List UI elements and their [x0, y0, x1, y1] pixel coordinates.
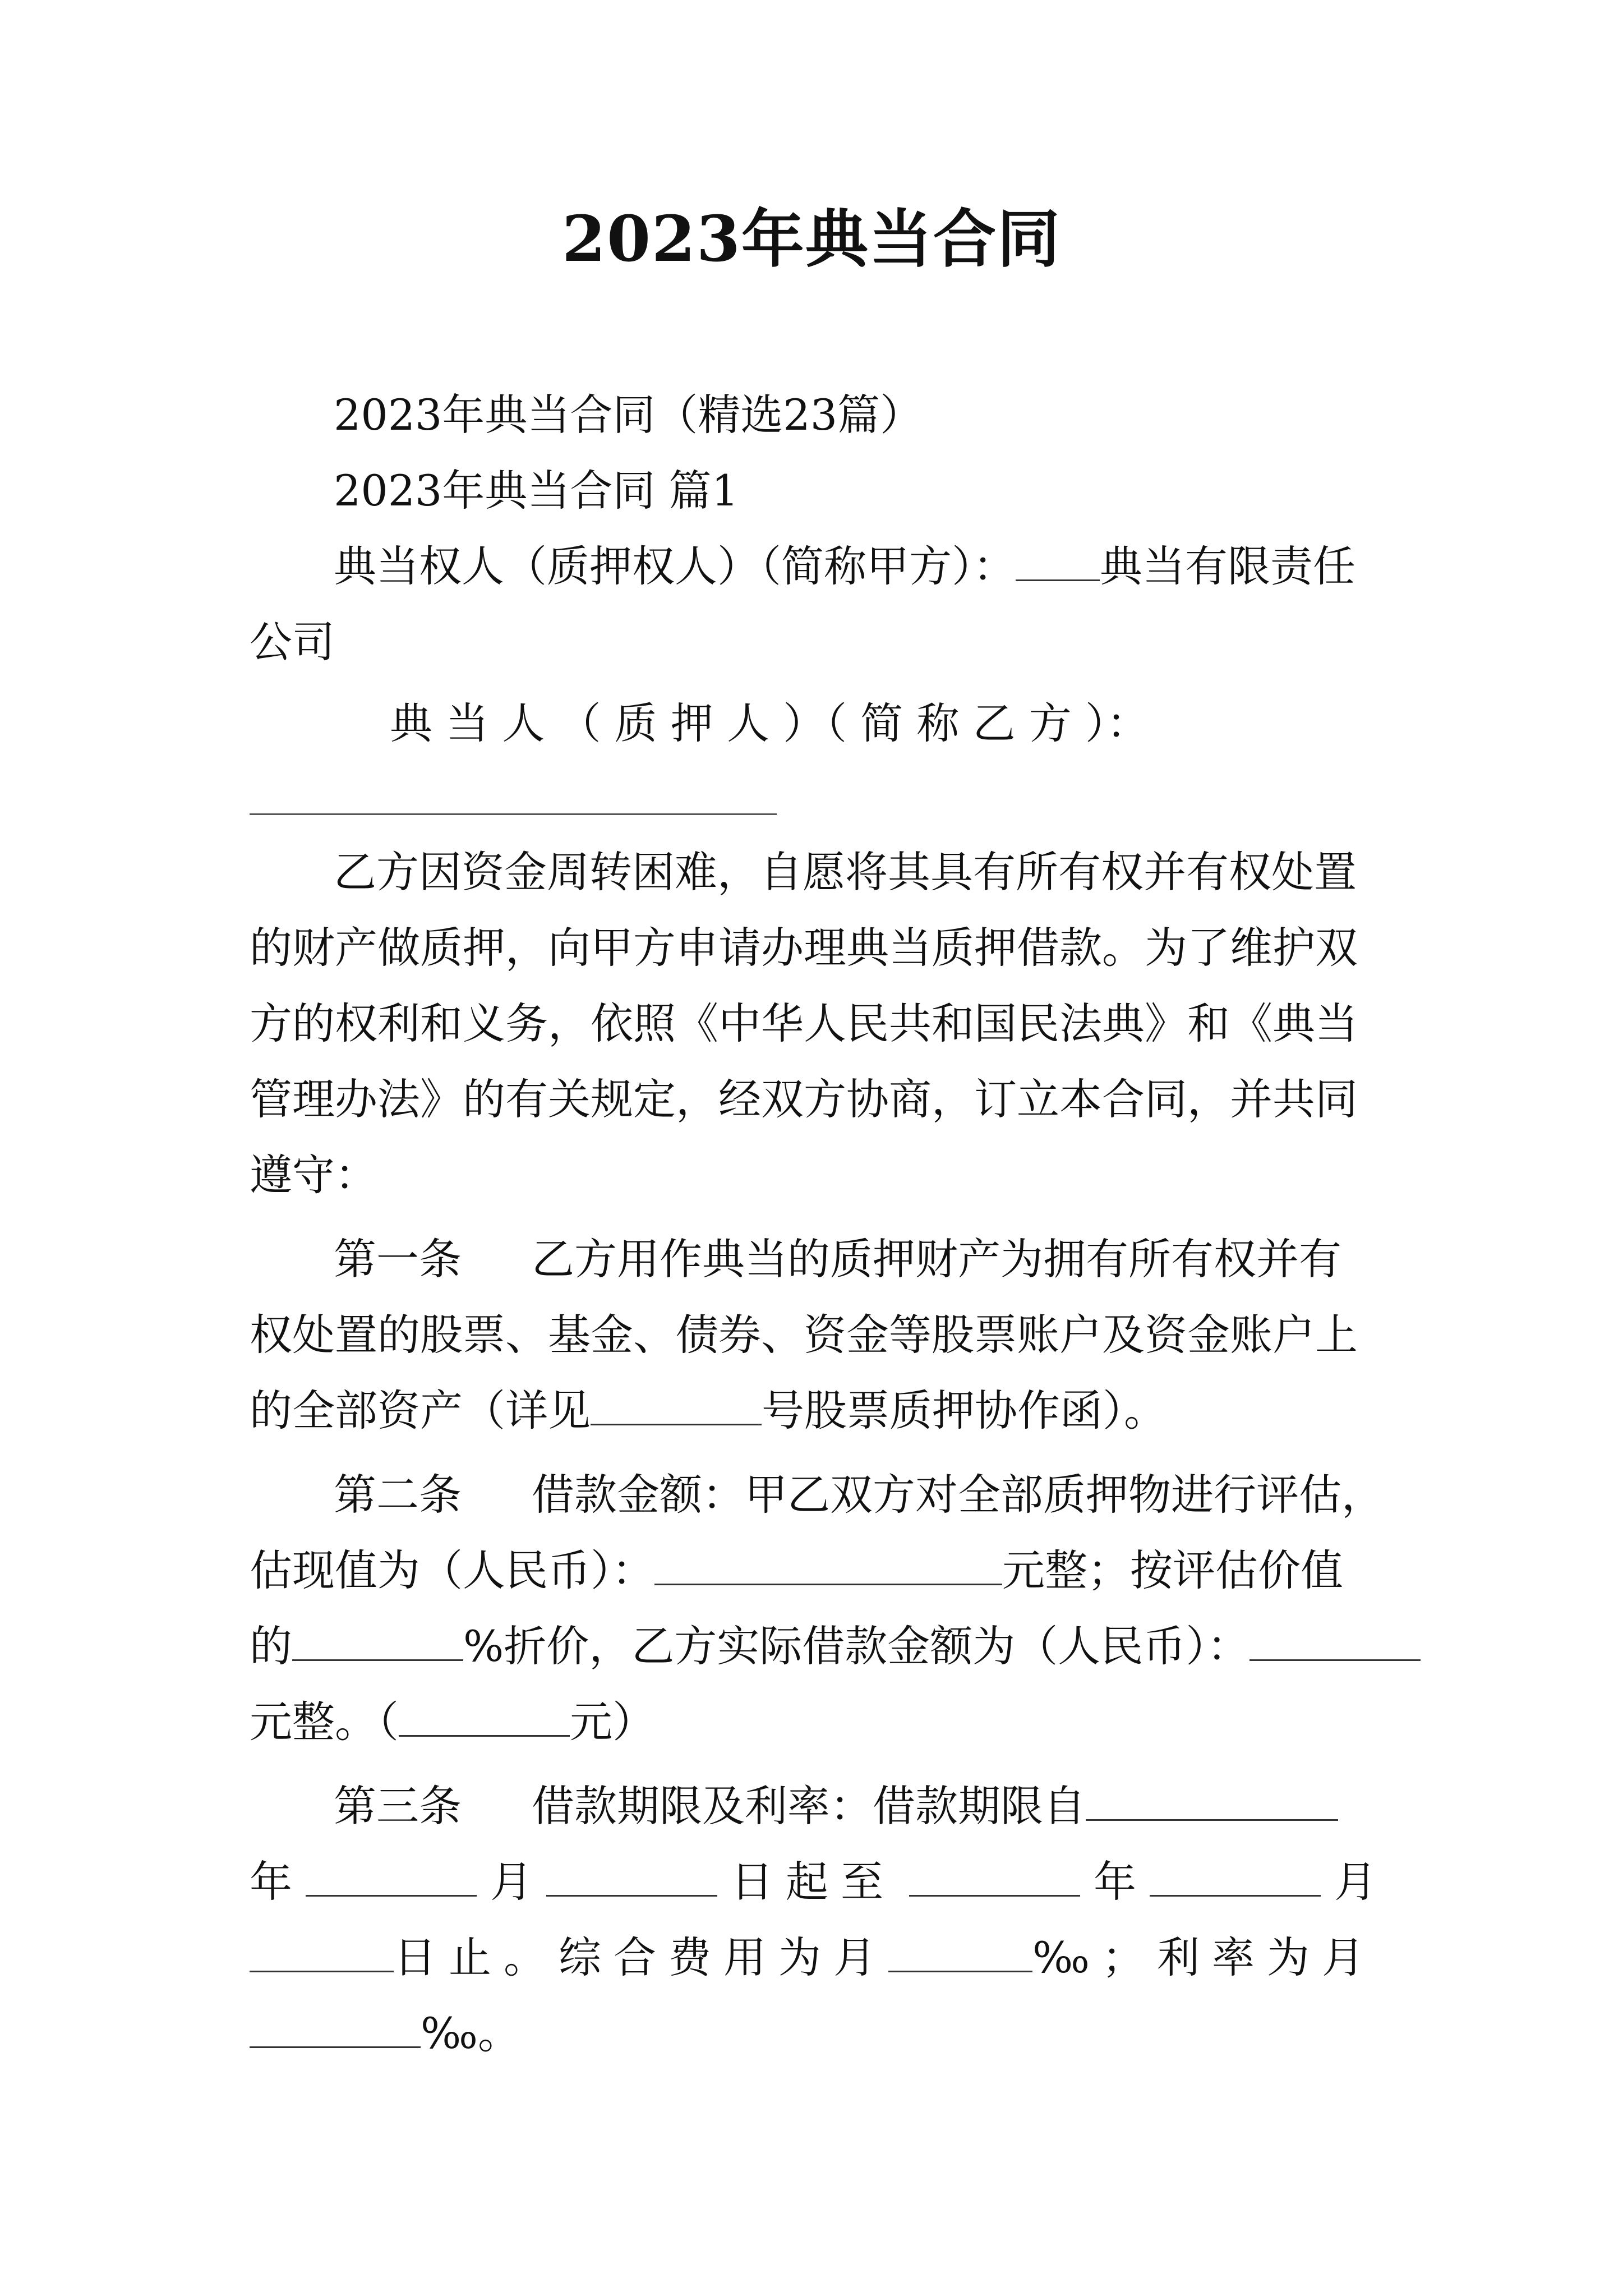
article1-line-2: 权处置的股票、基金、债券、资金等股票账户及资金账户上 [250, 1310, 1358, 1360]
article3-line-2 [250, 1854, 1377, 1910]
article3-fee-blank [888, 1936, 1032, 1972]
article1-blank [591, 1389, 762, 1425]
article3-permille1: ‰；利率为月 [1032, 1932, 1377, 1982]
document-title: 2023年典当合同 [562, 203, 1061, 276]
party-a-company: 典当有限责任 [1100, 541, 1355, 591]
article2-text-3a: 的 [250, 1621, 292, 1671]
article3-year2-blank [909, 1860, 1080, 1897]
intro-line-5: 遵守： [250, 1150, 377, 1200]
article3-year1-blank [306, 1860, 477, 1897]
article2-value-blank [654, 1549, 1002, 1585]
section-heading: 2023年典当合同 篇1 [334, 466, 739, 516]
article2-label: 第二条 [334, 1470, 462, 1520]
article3-month2-blank [1150, 1860, 1321, 1897]
article3-year1: 年 [250, 1857, 292, 1907]
article2-line-1 [334, 1467, 1384, 1523]
article3-line-1 [334, 1778, 1338, 1834]
article1-text-1: 乙方用作典当的质押财产为拥有所有权并有 [532, 1234, 1341, 1284]
article3-month1: 月 [490, 1857, 533, 1907]
article3-day-blank [250, 1936, 394, 1972]
article3-rate-blank [250, 2012, 421, 2048]
article1-line-1 [334, 1231, 1341, 1287]
article3-month2: 月 [1334, 1857, 1377, 1907]
article2-text-4b: 元） [570, 1697, 655, 1747]
article1-label: 第一条 [334, 1234, 462, 1284]
intro-line-1: 乙方因资金周转困难，自愿将其具有所有权并有权处置 [334, 847, 1357, 897]
intro-line-4: 管理办法》的有关规定，经双方协商，订立本合同，并共同 [250, 1074, 1358, 1124]
article2-text-3b: %折价，乙方实际借款金额为（人民币）： [463, 1621, 1250, 1671]
article1-text-3b: 号股票质押协作函）。 [762, 1386, 1166, 1435]
article2-amount-blank [1249, 1625, 1421, 1661]
intro-line-3: 方的权利和义务，依照《中华人民共和国民法典》和《典当 [250, 999, 1358, 1048]
intro-line-2: 的财产做质押，向甲方申请办理典当质押借款。为了维护双 [250, 923, 1358, 973]
article3-start-blank [1086, 1784, 1338, 1821]
article2-line-4 [250, 1694, 655, 1750]
article3-day-from: 日起至 [731, 1857, 896, 1907]
article2-line-2 [250, 1543, 1343, 1599]
article3-year2: 年 [1094, 1857, 1136, 1907]
article3-permille2: ‰。 [421, 2008, 520, 2058]
article3-month1-blank [546, 1860, 717, 1897]
party-a-blank [1016, 545, 1100, 581]
party-b-line: 典 当 人 （ 质 押 人 ）（ 简 称 乙 方 ）： [390, 698, 1149, 748]
article3-line-4 [250, 2005, 520, 2062]
party-a-company-cont: 公司 [250, 617, 335, 667]
article1-line-3 [250, 1383, 1166, 1439]
party-a-line [334, 539, 1355, 595]
party-b-blank-rule [250, 813, 777, 815]
article3-line-3 [250, 1930, 1377, 1986]
article2-text-2a: 估现值为（人民币）： [250, 1545, 654, 1595]
document-subtitle: 2023年典当合同（精选23篇） [334, 390, 923, 440]
article2-text-1: 借款金额：甲乙双方对全部质押物进行评估， [532, 1470, 1384, 1520]
article3-day-end: 日止。综合费用为月 [394, 1932, 888, 1982]
party-a-label: 典当权人（质押权人）（简称甲方）： [334, 541, 1016, 591]
article1-text-3a: 的全部资产（详见 [250, 1386, 591, 1435]
article2-amount-figure-blank [399, 1700, 570, 1737]
article2-discount-blank [292, 1625, 463, 1661]
article2-line-3 [250, 1618, 1421, 1674]
article3-text-1: 借款期限及利率：借款期限自 [532, 1781, 1086, 1831]
article3-label: 第三条 [334, 1781, 462, 1831]
article2-text-4a: 元整。（ [250, 1697, 399, 1747]
article2-text-2b: 元整；按评估价值 [1002, 1545, 1343, 1595]
